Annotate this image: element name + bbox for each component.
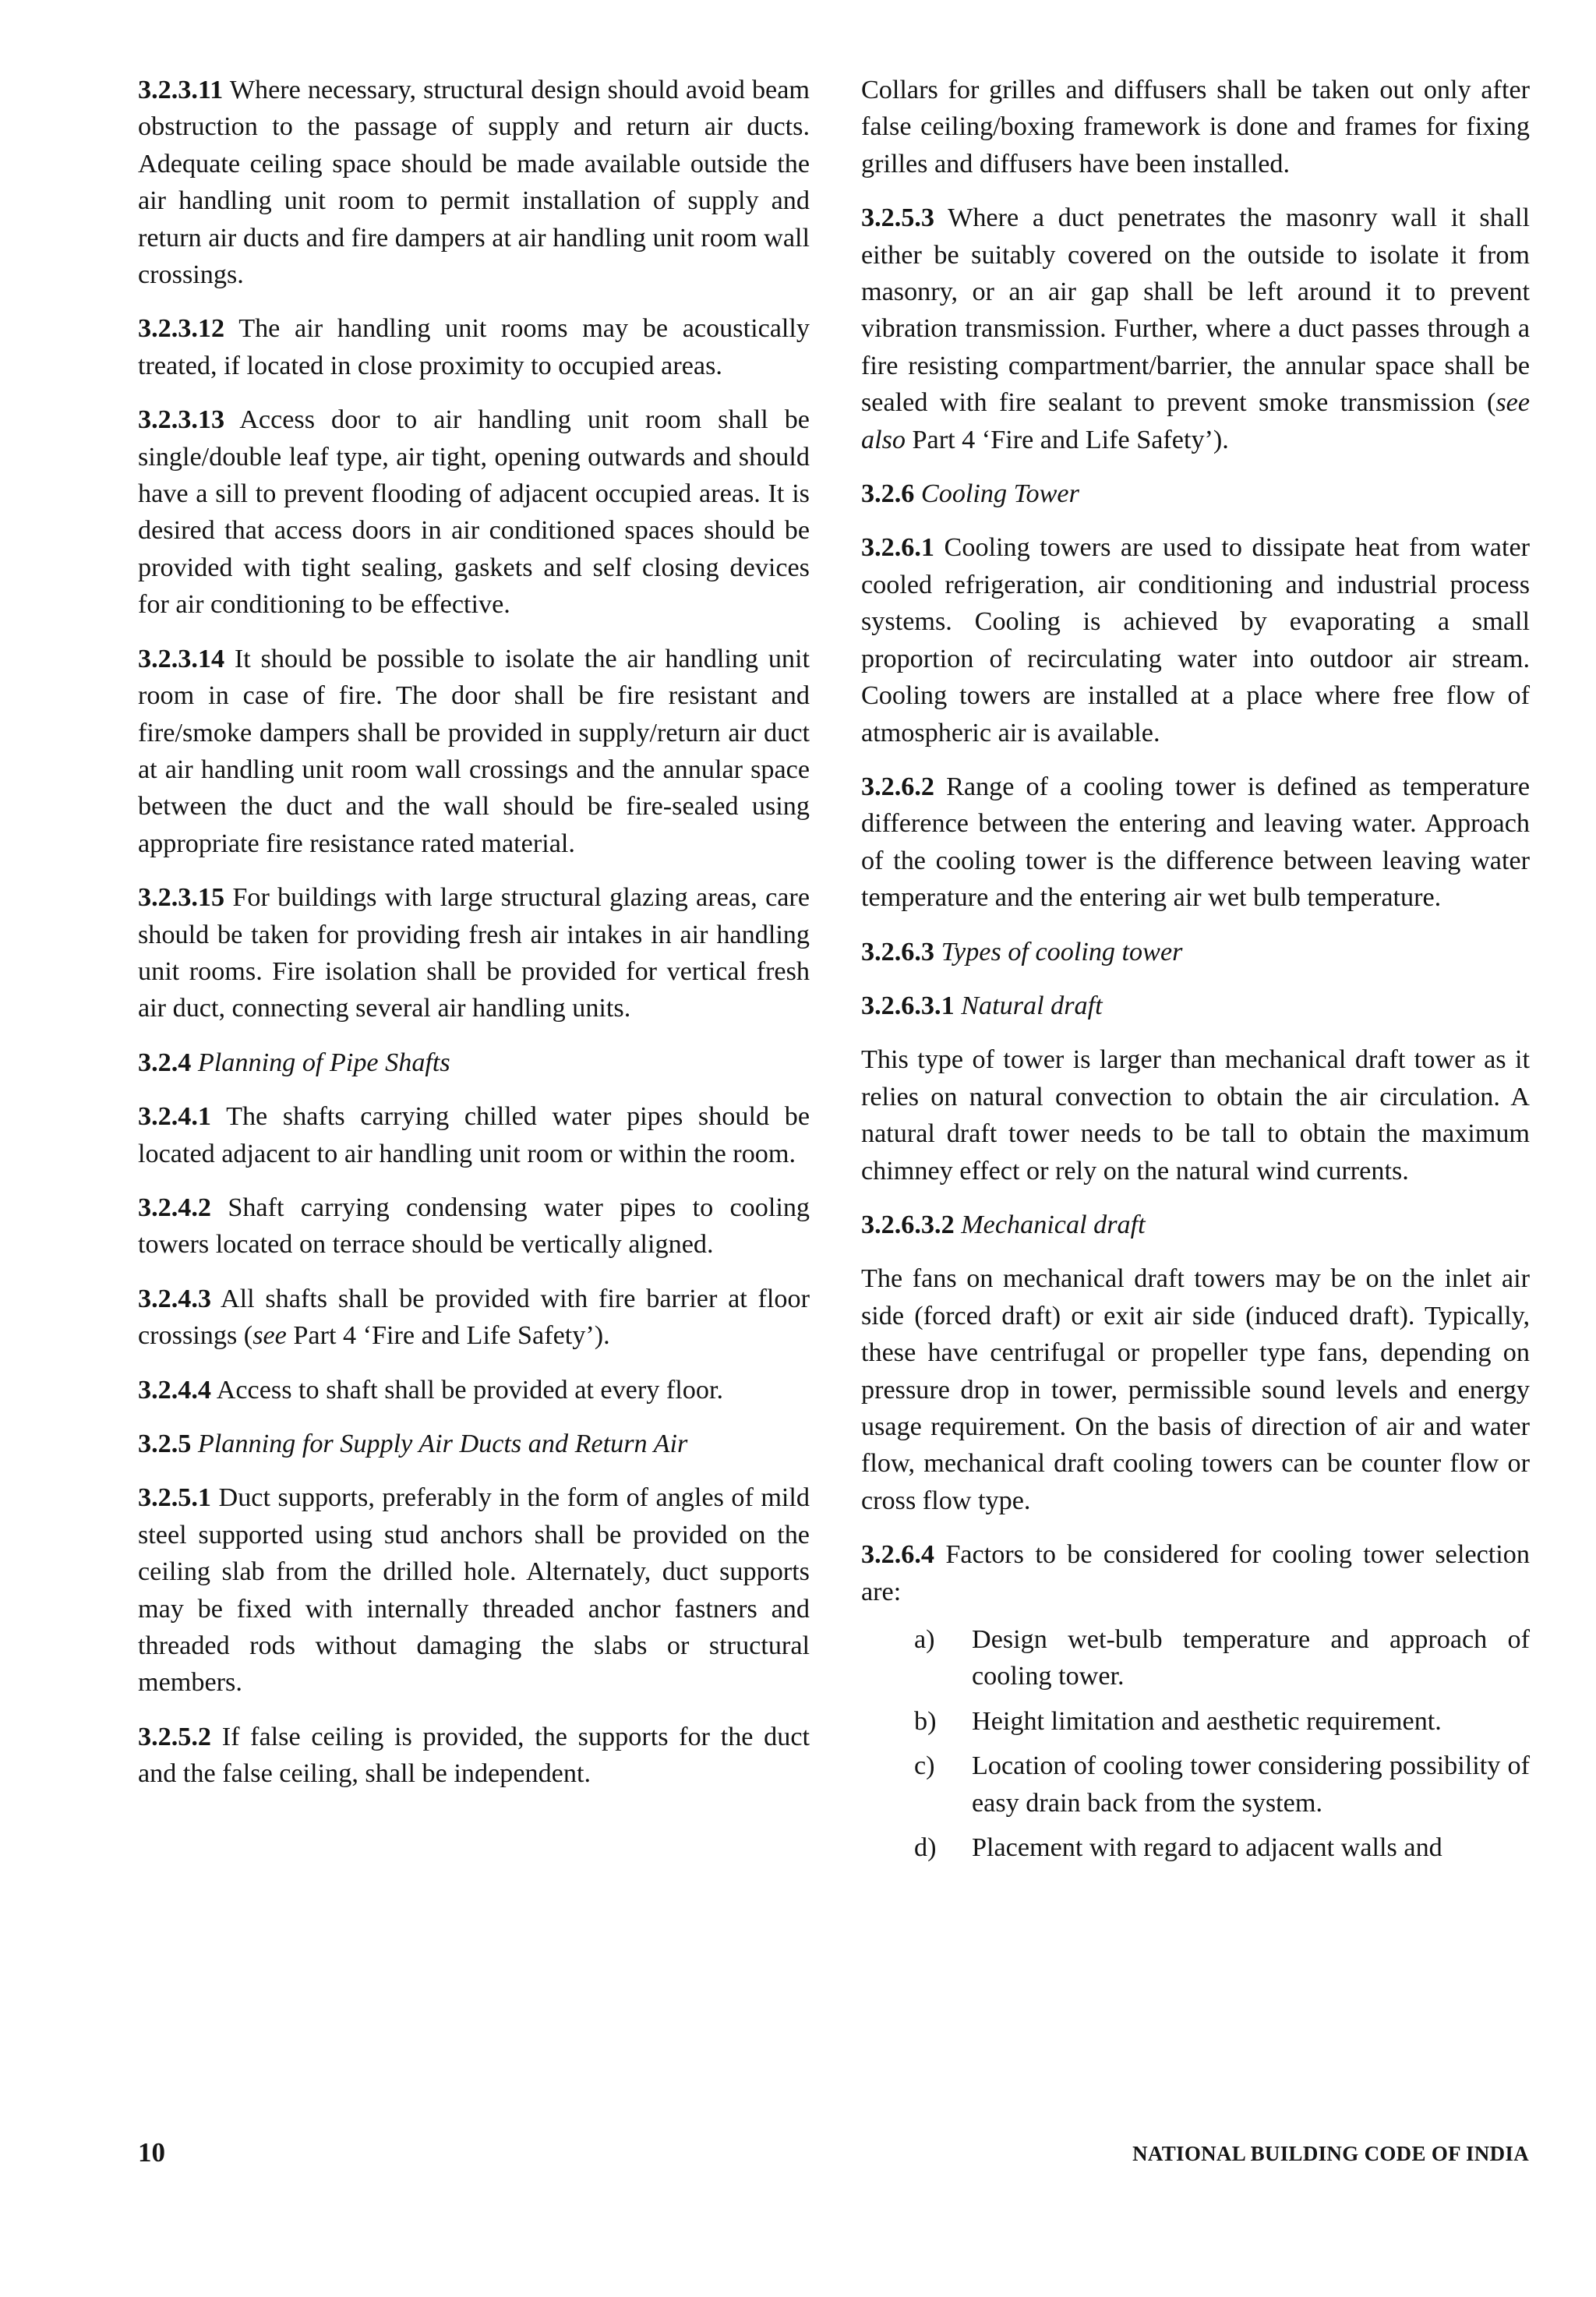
section-title: Types of cooling tower xyxy=(941,937,1183,967)
mechanical-draft-paragraph xyxy=(861,1260,1530,1519)
right-column xyxy=(861,72,1530,1874)
clause-number: 3.2.4.4 xyxy=(138,1375,212,1405)
section-title: Cooling Tower xyxy=(920,479,1079,509)
section-heading-3-2-6-3-2 xyxy=(861,1207,1530,1243)
clause-number: 3.2.6.4 xyxy=(861,1540,935,1570)
list-item xyxy=(861,1703,1530,1740)
section-number: 3.2.6.3 xyxy=(861,937,935,967)
list-item-text: Location of cooling tower considering possibility of easy drain back from the system. xyxy=(972,1751,1530,1818)
clause-text: For buildings with large structural glazing areas, care should be taken for providing fresh air intakes in air handling unit rooms. Fire isolation shall be provided for vertical fresh air duct, connecting several air handling units. xyxy=(138,883,810,1023)
section-heading-3-2-6-3 xyxy=(861,934,1530,970)
clause-text: Access door to air handling unit room shall be single/double leaf type, air tight, opening outwards and should have a sill to prevent flooding of adjacent occupied areas. It is desired that access doors in air conditioned spaces should be provided with tight sealing, gaskets and self closing devices for air conditioning to be effective. xyxy=(138,405,810,620)
list-item xyxy=(861,1621,1530,1695)
clause-3-2-5-1 xyxy=(138,1479,810,1701)
section-title: Planning for Supply Air Ducts and Return Air xyxy=(197,1429,688,1458)
clause-text: Duct supports, preferably in the form of angles of mild steel supported using stud anchors shall be provided on the ceiling slab from the drilled hole. Alternately, duct supports may be fixed with internally threaded anchor fastners and threaded rods without damaging the slabs or structural members. xyxy=(138,1483,810,1698)
clause-3-2-3-14 xyxy=(138,641,810,862)
clause-3-2-3-12 xyxy=(138,310,810,384)
clause-3-2-6-2 xyxy=(861,769,1530,917)
list-item-text: Placement with regard to adjacent walls and xyxy=(972,1833,1442,1863)
clause-text: The shafts carrying chilled water pipes should be located adjacent to air handling unit room or within the room. xyxy=(138,1102,810,1168)
clause-text: Factors to be considered for cooling tower selection are: xyxy=(861,1540,1530,1606)
clause-number: 3.2.4.3 xyxy=(138,1284,212,1313)
clause-3-2-4-4 xyxy=(138,1372,810,1408)
list-marker: d) xyxy=(914,1833,937,1863)
clause-text: Collars for grilles and diffusers shall be taken out only after false ceiling/boxing framework is done and frames for fixing grilles and diffusers have been installed. xyxy=(861,76,1530,178)
clause-number: 3.2.3.13 xyxy=(138,405,225,435)
clause-number: 3.2.3.15 xyxy=(138,883,225,913)
clause-3-2-5-2-continued xyxy=(861,72,1530,182)
list-item-text: Design wet-bulb temperature and approach of cooling tower. xyxy=(972,1625,1530,1691)
section-title: Natural draft xyxy=(961,991,1103,1020)
section-heading-3-2-5 xyxy=(138,1426,810,1462)
clause-3-2-5-2 xyxy=(138,1719,810,1793)
clause-3-2-6-4 xyxy=(861,1536,1530,1610)
cooling-tower-factors-list xyxy=(861,1621,1530,1866)
clause-text: This type of tower is larger than mechanical draft tower as it relies on natural convection to obtain the air circulation. A natural draft tower needs to be tall to obtain the maximum chimney effect or rely on the natural wind currents. xyxy=(861,1045,1530,1186)
clause-number: 3.2.4.2 xyxy=(138,1193,212,1222)
clause-number: 3.2.3.11 xyxy=(138,76,224,104)
natural-draft-paragraph xyxy=(861,1041,1530,1189)
section-heading-3-2-6 xyxy=(861,475,1530,512)
list-marker: c) xyxy=(914,1751,935,1781)
clause-number: 3.2.6.1 xyxy=(861,533,935,563)
clause-number: 3.2.5.3 xyxy=(861,203,935,233)
clause-text: Where necessary, structural design should avoid beam obstruction to the passage of supply and return air ducts. Adequate ceiling space should be made available outside the air handling unit room to permit installation of supply and return air ducts and fire dampers at air handling unit room wall crossings. xyxy=(138,76,810,290)
clause-text: The fans on mechanical draft towers may be on the inlet air side (forced draft) or exit air side (induced draft). Typically, these have centrifugal or propeller type fans, depending on pressure drop in tower, permissible sound levels and energy usage requirement. On the basis of direction of air and water flow, mechanical draft cooling towers can be counter flow or cross flow type. xyxy=(861,1264,1530,1515)
clause-3-2-3-11 xyxy=(138,72,810,293)
list-marker: b) xyxy=(914,1706,937,1736)
list-item xyxy=(861,1829,1530,1866)
section-number: 3.2.4 xyxy=(138,1048,192,1077)
list-marker: a) xyxy=(914,1625,935,1655)
section-number: 3.2.5 xyxy=(138,1429,192,1458)
cross-reference-see: see xyxy=(252,1321,287,1351)
page-number: 10 xyxy=(138,2137,165,2168)
clause-number: 3.2.3.14 xyxy=(138,644,225,673)
clause-text-end: Part 4 ‘Fire and Life Safety’). xyxy=(286,1321,610,1351)
section-title: Planning of Pipe Shafts xyxy=(197,1048,450,1077)
clause-text: All shafts shall be provided with fire barrier at floor crossings ( xyxy=(138,1284,810,1351)
list-item xyxy=(861,1747,1530,1822)
clause-number: 3.2.5.2 xyxy=(138,1722,212,1751)
publication-title: NATIONAL BUILDING CODE OF INDIA xyxy=(1132,2142,1529,2165)
clause-text: It should be possible to isolate the air handling unit room in case of fire. The door shall be fire resistant and fire/smoke dampers shall be provided in supply/return air duct at air handling unit room wall crossings and the annular space between the duct and the wall should be fire-sealed using appropriate fire resistance rated material. xyxy=(138,644,810,858)
cross-reference-see-also: see also xyxy=(861,388,1530,454)
left-column xyxy=(138,72,810,1810)
clause-text-end: Part 4 ‘Fire and Life Safety’). xyxy=(906,425,1229,454)
clause-3-2-3-13 xyxy=(138,401,810,623)
clause-text: Cooling towers are used to dissipate heat from water cooled refrigeration, air conditioning and industrial process systems. Cooling is achieved by evaporating a small proportion of recirculating water into outdoor air stream. Cooling towers are installed at a place where free flow of atmospheric air is available. xyxy=(861,533,1531,747)
clause-number: 3.2.3.12 xyxy=(138,314,225,344)
clause-3-2-6-1 xyxy=(861,529,1530,751)
section-title: Mechanical draft xyxy=(961,1210,1146,1239)
clause-3-2-4-1 xyxy=(138,1098,810,1172)
clause-text: Access to shaft shall be provided at every floor. xyxy=(216,1375,724,1405)
clause-number: 3.2.6.2 xyxy=(861,772,935,801)
clause-3-2-5-3 xyxy=(861,200,1530,458)
clause-text: Where a duct penetrates the masonry wall it shall either be suitably covered on the outside to isolate it from masonry, or an air gap shall be left around it to prevent vibration transmission. Further, where a duct passes through a fire resisting compartment/barrier, the annular space shall be sealed with fire sealant to prevent smoke transmission ( xyxy=(861,203,1530,418)
clause-3-2-3-15 xyxy=(138,879,810,1027)
clause-text: The air handling unit rooms may be acoustically treated, if located in close proximity to occupied areas. xyxy=(138,314,810,380)
section-heading-3-2-4 xyxy=(138,1044,810,1081)
clause-text: Shaft carrying condensing water pipes to cooling towers located on terrace should be vertically aligned. xyxy=(138,1193,810,1260)
clause-3-2-4-3 xyxy=(138,1281,810,1355)
section-number: 3.2.6.3.2 xyxy=(861,1210,955,1239)
clause-number: 3.2.4.1 xyxy=(138,1102,212,1132)
clause-text: If false ceiling is provided, the supports for the duct and the false ceiling, shall be independent. xyxy=(138,1722,810,1789)
section-number: 3.2.6 xyxy=(861,479,915,509)
section-number: 3.2.6.3.1 xyxy=(861,991,955,1020)
clause-text: Range of a cooling tower is defined as temperature difference between the entering and leaving water. Approach of the cooling tower is the difference between leaving water temperature and the entering air wet bulb temperature. xyxy=(861,772,1530,913)
clause-number: 3.2.5.1 xyxy=(138,1483,212,1513)
list-item-text: Height limitation and aesthetic requirement. xyxy=(972,1706,1442,1736)
section-heading-3-2-6-3-1 xyxy=(861,988,1530,1024)
clause-3-2-4-2 xyxy=(138,1189,810,1263)
